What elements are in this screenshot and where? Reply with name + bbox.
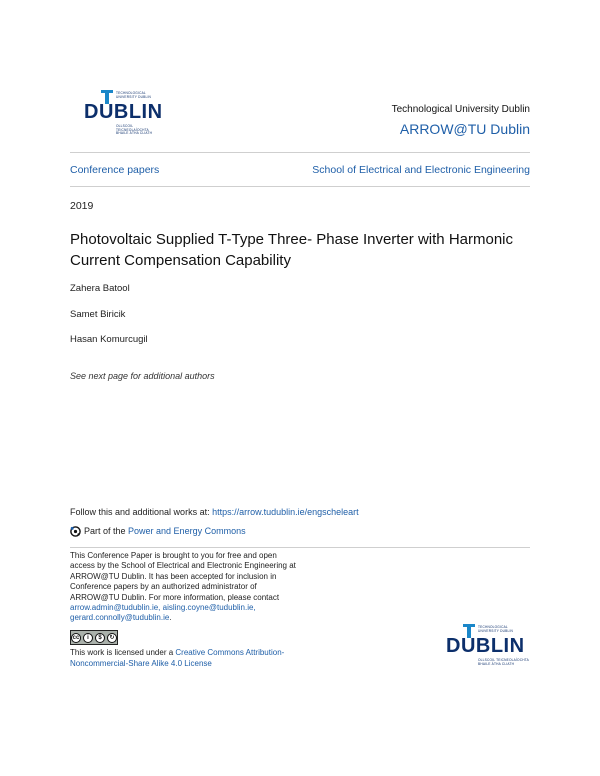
sa-icon: ↻ [107,633,117,643]
follow-line [70,507,359,517]
paper-title: Photovoltaic Supplied T-Type Three- Phase Inverter with Harmonic Current Compensation Capability [70,231,513,269]
blurb-end: . [169,613,172,623]
follow-url-link[interactable]: https://arrow.tudublin.ie/engscheleart [212,507,359,517]
divider-nav [70,186,530,187]
logo-footer-small-text: TECHNOLOGICAL UNIVERSITY DUBLIN [478,625,514,633]
license-link[interactable]: Creative Commons Attribution-Noncommercial-Share Alike 4.0 License [70,648,285,668]
nc-icon: $ [95,633,105,643]
divider-footer [70,547,530,548]
logo-footer-word: DUBLIN [446,635,525,657]
logo-word: DUBLIN [84,101,163,123]
logo-small-text: TECHNOLOGICAL UNIVERSITY DUBLIN [116,91,152,99]
power-energy-commons-link[interactable]: Power and Energy Commons [128,526,246,536]
license-text [70,648,310,669]
creative-commons-badge-icon[interactable] [70,630,118,645]
school-link[interactable]: School of Electrical and Electronic Engineering [312,164,530,176]
network-commons-icon [70,526,80,536]
partof-prefix: Part of the [84,526,129,536]
cc-icon: cc [72,634,80,641]
conference-papers-link[interactable]: Conference papers [70,164,160,176]
author-2: Samet Biricik [70,309,126,320]
blurb-text: This Conference Paper is brought to you for free and open access by the School of Electrical and Electronic Engineering at ARROW@TU Dublin. It has been accepted for inclusion in Conference papers by an authorized administrator of ARROW@TU Dublin. For more information, please contact [70,551,296,602]
follow-prefix: Follow this and additional works at: [70,507,213,517]
author-3: Hasan Komurcugil [70,334,148,345]
logo-small-text-irish: OLLSCOIL TEICNEOLAÍOCHTA BHAILE ÁTHA CLIATH [116,124,153,136]
tu-dublin-logo [84,90,166,134]
access-blurb [70,551,300,624]
divider-top [70,152,530,153]
institution-name: Technological University Dublin [391,104,530,115]
author-1: Zahera Batool [70,283,130,294]
contact-emails-link[interactable]: arrow.admin@tudublin.ie, aisling.coyne@tudublin.ie, gerard.connolly@tudublin.ie [70,603,256,623]
part-of-line [70,526,246,536]
by-icon: i [83,633,93,643]
logo-footer-small-text-irish: OLLSCOIL TEICNEOLAÍOCHTA BHAILE ÁTHA CLIATH [478,658,529,666]
license-prefix: This work is licensed under a [70,648,176,657]
see-next-page-note: See next page for additional authors [70,371,215,381]
repository-link[interactable]: ARROW@TU Dublin [399,121,530,137]
publication-year: 2019 [70,200,94,212]
tu-dublin-logo-footer [446,624,530,668]
